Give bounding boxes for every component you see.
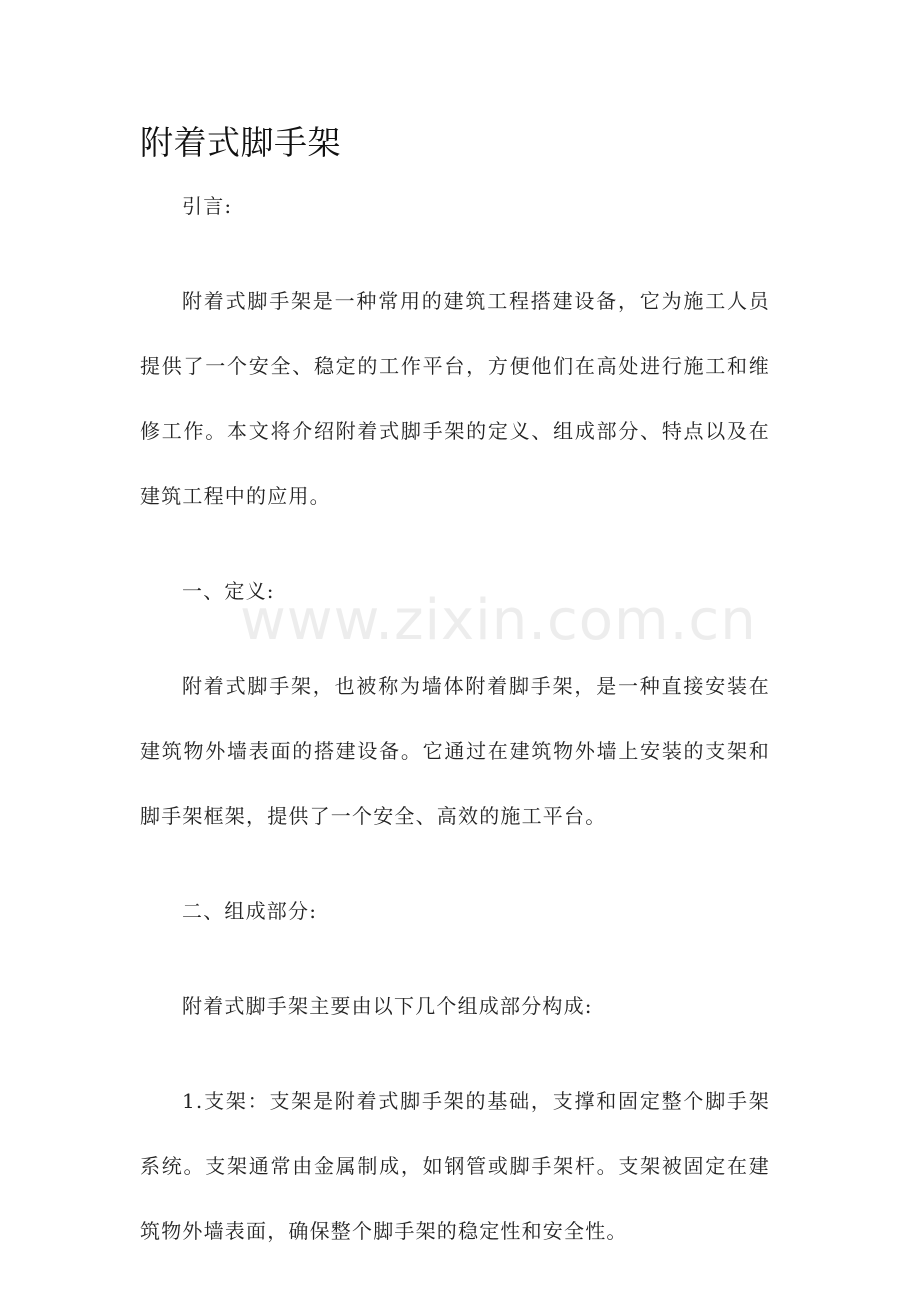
paragraph-intro: 附着式脚手架是一种常用的建筑工程搭建设备，它为施工人员提供了一个安全、稳定的工作平台，方便他们在高处进行施工和维修工作。本文将介绍附着式脚手架的定义、组成部分、特点以及在建筑工程中的应用。 bbox=[140, 289, 770, 508]
document-body bbox=[140, 174, 770, 1294]
paragraph-intro-heading: 引言: bbox=[182, 194, 233, 218]
paragraph-definition: 附着式脚手架，也被称为墙体附着脚手架，是一种直接安装在建筑物外墙表面的搭建设备。它通过在建筑物外墙上安装的支架和脚手架框架，提供了一个安全、高效的施工平台。 bbox=[140, 674, 770, 828]
document-title: 附着式脚手架 bbox=[140, 123, 341, 162]
paragraph-bracket: 1.支架：支架是附着式脚手架的基础，支撑和固定整个脚手架系统。支架通常由金属制成，如钢管或脚手架杆。支架被固定在建筑物外墙表面，确保整个脚手架的稳定性和安全性。 bbox=[140, 1089, 770, 1243]
paragraph-components-intro: 附着式脚手架主要由以下几个组成部分构成: bbox=[182, 994, 593, 1018]
paragraph-definition-heading: 一、定义: bbox=[182, 579, 275, 603]
watermark-text: www.zixin.com.cn bbox=[240, 588, 757, 653]
paragraph-components-heading: 二、组成部分: bbox=[182, 899, 318, 923]
